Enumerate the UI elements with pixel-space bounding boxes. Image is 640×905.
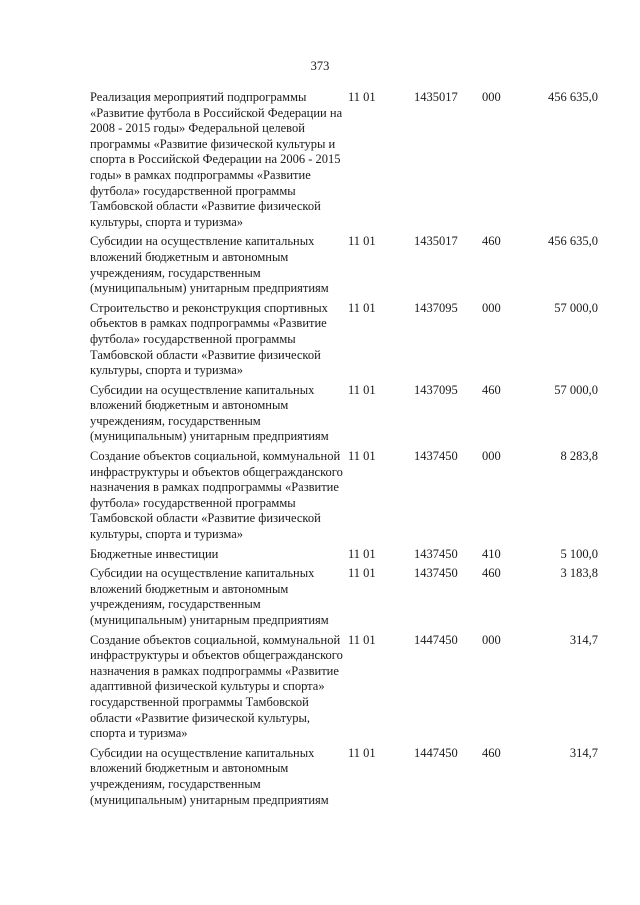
table-row <box>90 383 598 449</box>
row-section-code: 11 01 <box>348 546 376 561</box>
table-row <box>90 90 598 234</box>
row-amount: 314,7 <box>569 745 598 760</box>
row-section-code: 11 01 <box>348 90 376 104</box>
row-name: Создание объектов социальной, коммунальной инфраструктуры и объектов общегражданского назначения в рамках подпрограммы «Развитие адаптивной физической культуры и спорта» государственной программы Тамбовской области «Развитие физической культуры, спорта и туризма» <box>90 632 343 741</box>
row-section-code: 11 01 <box>348 449 376 464</box>
row-name: Создание объектов социальной, коммунальной инфраструктуры и объектов общегражданского назначения в рамках подпрограммы «Развитие футбола» государственной программы Тамбовской области «Развитие физической культуры, спорта и туризма» <box>90 449 343 542</box>
row-amount: 3 183,8 <box>560 566 598 581</box>
row-amount: 57 000,0 <box>554 382 598 397</box>
row-expense-type: 460 <box>482 566 501 581</box>
row-target-article: 1437095 <box>414 382 458 397</box>
row-expense-type: 460 <box>482 234 501 249</box>
row-expense-type: 000 <box>482 90 501 104</box>
row-expense-type: 460 <box>482 745 501 760</box>
table-row <box>90 449 598 547</box>
row-expense-type: 410 <box>482 546 501 561</box>
row-expense-type: 000 <box>482 449 501 464</box>
table-row <box>90 234 598 300</box>
row-amount: 5 100,0 <box>560 546 598 561</box>
row-name: Субсидии на осуществление капитальных вложений бюджетным и автономным учреждениям, государственным (муниципальным) унитарным предприятиям <box>90 382 329 444</box>
row-amount: 57 000,0 <box>554 300 598 315</box>
row-target-article: 1437095 <box>414 300 458 315</box>
row-name: Бюджетные инвестиции <box>90 546 219 561</box>
row-section-code: 11 01 <box>348 382 376 397</box>
page-number: 373 <box>310 59 330 73</box>
row-target-article: 1437450 <box>414 566 458 581</box>
row-name: Реализация мероприятий подпрограммы «Развитие футбола в Российской Федерации на 2008 - 2015 годы» Федеральной целевой программы «Развитие физической культуры и спорта в Российской Федерации на 2006 - 2015 годы» в рамках подпрограммы «Развитие футбола» государственной программы Тамбовской области «Развитие физической культуры, спорта и туризма» <box>90 90 343 229</box>
row-section-code: 11 01 <box>348 632 376 647</box>
row-name: Субсидии на осуществление капитальных вложений бюджетным и автономным учреждениям, государственным (муниципальным) унитарным предприятиям <box>90 234 329 296</box>
row-expense-type: 460 <box>482 382 501 397</box>
row-target-article: 1447450 <box>414 632 458 647</box>
row-name: Строительство и реконструкция спортивных объектов в рамках подпрограммы «Развитие футбола» государственной программы Тамбовской области «Развитие физической культуры, спорта и туризма» <box>90 300 328 378</box>
budget-table <box>90 90 598 812</box>
budget-table-body <box>90 90 598 812</box>
row-amount: 8 283,8 <box>560 449 598 464</box>
row-target-article: 1447450 <box>414 745 458 760</box>
table-row <box>90 301 598 383</box>
table-row <box>90 566 598 632</box>
row-target-article: 1435017 <box>414 90 458 104</box>
row-name: Субсидии на осуществление капитальных вложений бюджетным и автономным учреждениям, государственным (муниципальным) унитарным предприятиям <box>90 745 329 807</box>
row-amount: 456 635,0 <box>548 234 598 249</box>
row-target-article: 1437450 <box>414 449 458 464</box>
table-row <box>90 547 598 567</box>
row-section-code: 11 01 <box>348 745 376 760</box>
row-amount: 314,7 <box>569 632 598 647</box>
row-expense-type: 000 <box>482 632 501 647</box>
row-section-code: 11 01 <box>348 300 376 315</box>
row-target-article: 1437450 <box>414 546 458 561</box>
table-row <box>90 746 598 812</box>
table-row <box>90 633 598 746</box>
row-section-code: 11 01 <box>348 566 376 581</box>
row-expense-type: 000 <box>482 300 501 315</box>
row-section-code: 11 01 <box>348 234 376 249</box>
row-target-article: 1435017 <box>414 234 458 249</box>
row-amount: 456 635,0 <box>548 90 598 104</box>
row-name: Субсидии на осуществление капитальных вложений бюджетным и автономным учреждениям, государственным (муниципальным) унитарным предприятиям <box>90 566 329 627</box>
